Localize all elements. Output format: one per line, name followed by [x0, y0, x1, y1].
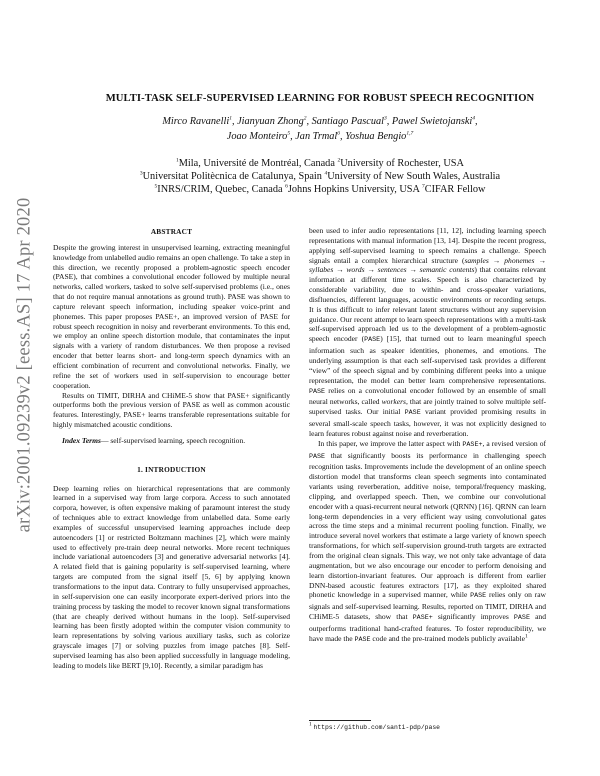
abstract-paragraph: Despite the growing interest in unsupervised learning, extracting meaningful knowledge from unlabelled audio remains an open challenge. To take a step in this direction, we recently proposed a problem-agnostic speech encoder (PASE), that combines a convolutional encoder followed by multiple neural networks, called workers, tasked to solve self-supervised problems (i.e., ones that do not require manual annotations as ground truth). PASE was shown to capture relevant speech information, including speaker voice-print and phonemes. This paper proposes PASE+, an improved version of PASE for robust speech recognition in noisy and reverberant environments. To this end, we employ an online speech distortion module, that contaminates the input signals with a variety of random disturbances. We then propose a revised encoder that better learns short- and long-term speech dynamics with an efficient combination of recurrent and convolutional networks. Finally, we refine the set of workers used in self-supervision to encourage better cooperation. [53, 242, 290, 390]
footnote: $^1$ https://github.com/santi-pdp/pase [309, 721, 441, 731]
author: Pawel Swietojanski$^4$ [391, 115, 476, 127]
author-list: Mirco Ravanelli$^1$, Jianyuan Zhong$^2$, Santiago Pascual$^3$, Pawel Swietojanski$^4$, Joao Monteiro$^5$, Jan Trmal$^6$, Yoshua Bengio$^{1,7}$ [162, 115, 478, 142]
affiliations [60, 158, 580, 196]
abstract-paragraph: Results on TIMIT, DIRHA and CHiME-5 show that PASE+ significantly outperforms both the previous version of PASE as well as common acoustic features. Interestingly, PASE+ learns transferable representations suitable for highly mismatched acoustic conditions. [53, 390, 290, 430]
intro-paragraph: Deep learning relies on hierarchical representations that are commonly learned in a supervised way from large corpora. Access to such annotated corpora, however, is often expensive making of paramount interest the study of techniques able to extract knowledge from unlabelled data. Some early examples of successful unsupervised learning approaches include deep autoencoders [1] or restricted Boltzmann machines [2], which were mainly used to effectively pre-train deep neural networks. More recent techniques include variational autoencoders [3] and generative adversarial networks [4]. A related field that is gaining popularity is self-supervised learning, where targets are computed from the signal itself [5, 6] by applying known transformations to the input data. Contrary to fully unsupervised approaches, in self-supervision one can easily incorporate expert-derived priors into the training process by tasking the model to recover known signal transformations (that are cheaply derived without humans in the loop). Self-supervised learning has been firstly adopted within the computer vision community to learn representations by solving various auxiliary tasks, such as colorize grayscale images [7] or solving puzzles from image patches [8]. Self-supervised learning has also been applied successfully in language modeling, leading to models like BERT [9,10]. Recently, a similar paradigm has [53, 483, 290, 670]
author: Jianyuan Zhong$^2$ [237, 115, 307, 127]
affiliation-line: $^5$INRS/CRIM, Quebec, Canada $^6$Johns Hopkins University, USA $^7$CIFAR Fellow [154, 183, 486, 195]
body-paragraph: In this paper, we improve the latter aspect with PASE+, a revised version of PASE that significantly boosts its performance in challenging speech recognition tasks. Improvements include the development of an online speech distortion model that transforms clean speech segments into contaminated variants using reverberation, additive noise, temporal/frequency masking, clipping, and overlapped speech. Then, we combine our convolutional encoder with a quasi-recurrent neural network (QRNN) [16]. QRNN can learn long-term dependencies in a very efficient way using convolutional gates across the time steps and a minimal recurrent pooling function. Finally, we introduce several novel workers that estimate a large variety of known speech transformations, for which self-supervision ground-truth targets are extracted from the original clean signals. This way, we not only take advantage of data augmentation, but we also encourage our encoder to perform denoising and learn distortion-invariant features. Our approach is different from earlier DNN-based acoustic features extractors [17], as they exploited shared phonetic knowledge in a supervised manner, while PASE relies only on raw signals and self-supervised learning. Results, reported on TIMIT, DIRHA and CHiME-5 datasets, show that PASE+ significantly improves PASE and outperforms traditional hand-crafted features. To foster reproducibility, we have made the PASE code and the pre-trained models publicly available$^1$ [309, 438, 546, 644]
right-column [309, 226, 546, 646]
intro-heading: 1. INTRODUCTION [137, 464, 206, 474]
left-column [53, 226, 290, 671]
author: Yoshua Bengio$^{1,7}$ [345, 130, 414, 142]
affiliation-line: $^1$Mila, Université de Montréal, Canada $^2$University of Rochester, USA [176, 157, 464, 169]
footnote-rule [309, 720, 371, 721]
arxiv-stamp [10, 197, 40, 533]
author: Santiago Pascual$^3$ [311, 115, 387, 127]
body-paragraph: been used to infer audio representations [11, 12], including learning speech representations with manual information [13, 14]. Despite the recent progress, applying self-supervised learning to speech remains a challenge. Speech signals entail a complex hierarchical structure (samples → phonemes → syllabes → words → sentences → semantic contents) that contains relevant information at different time scales. Speech is also characterized by considerable variability, due to within- and cross-speaker variations, disfluencies, different languages, acoustic environments or recording setups. It is thus difficult to infer relevant latent structures without any supervision guidance. Our recent attempt to learn speech representations with a multi-task self-supervised approach led us to the development of a problem-agnostic speech encoder (PASE) [15], that turned out to learn meaningful speech information such as speaker identities, phonemes, and emotions. The underlying assumption is that each self-supervised task provides a different “view” of the speech signal and by combining different peeks into a unique representation, the model can better learn comprehensive representations. PASE relies on a convolutional encoder followed by an ensemble of small neural networks, called workers, that are jointly trained to solve multiple self-supervised tasks. Our initial PASE variant provided promising results in several small-scale speech tasks, however, it was not explicitly designed to learn features robust against noise and reverberation. [309, 226, 547, 438]
abstract-heading: ABSTRACT [150, 227, 193, 236]
arxiv-stamp-text: arXiv:2001.09239v2 [eess.AS] 17 Apr 2020 [14, 197, 35, 533]
footnote-link[interactable]: https://github.com/santi-pdp/pase [313, 724, 441, 731]
author: Mirco Ravanelli$^1$ [162, 115, 232, 127]
index-terms: Index Terms— self-supervised learning, speech recognition. [62, 435, 246, 445]
author: Jan Trmal$^6$ [295, 130, 341, 142]
paper-title: MULTI-TASK SELF-SUPERVISED LEARNING FOR ROBUST SPEECH RECOGNITION [105, 93, 535, 104]
author: Joao Monteiro$^5$ [226, 130, 291, 142]
affiliation-line: $^3$Universitat Politècnica de Catalunya, Spain $^4$University of New South Wales, Australia [139, 170, 501, 182]
